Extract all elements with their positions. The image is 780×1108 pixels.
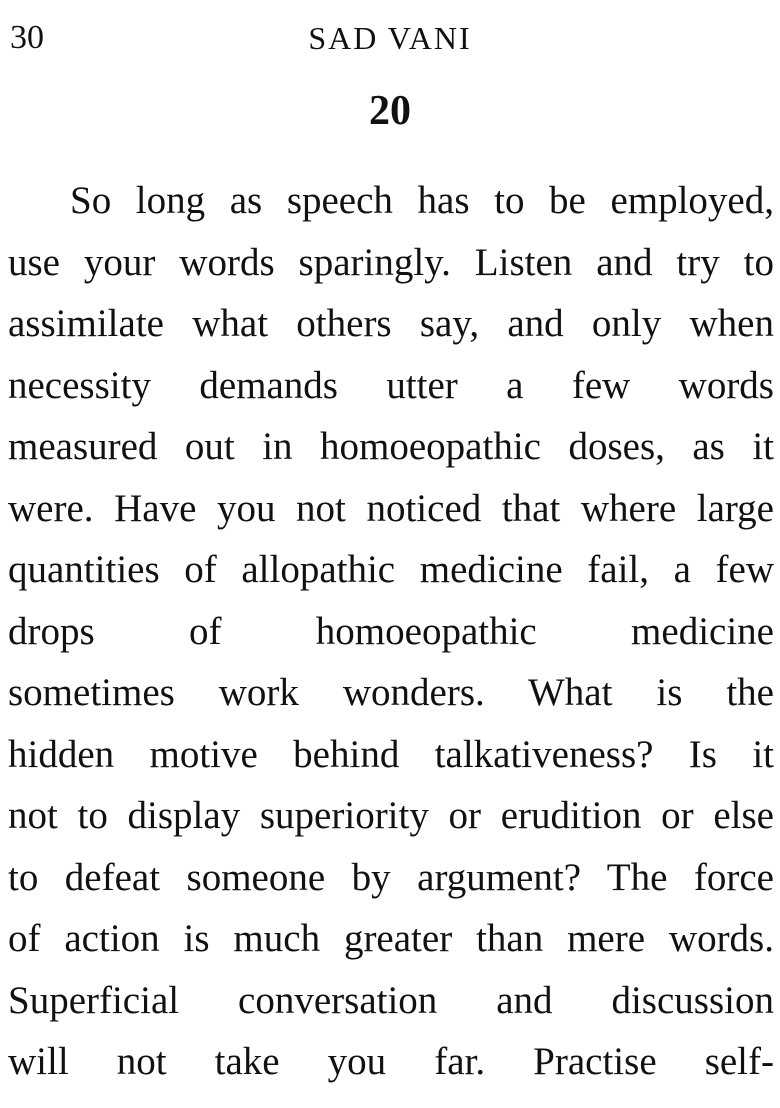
paragraph-line: were. Have you not noticed that where large (8, 486, 774, 530)
paragraph-line: hidden motive behind talkativeness? Is it (8, 732, 774, 776)
page-number: 30 (10, 19, 44, 56)
paragraph-line: measured out in homoeopathic doses, as it (8, 425, 774, 468)
paragraph-line: to defeat someone by argument? The force (8, 855, 774, 899)
paragraph-line: assimilate what others say, and only when (8, 302, 774, 345)
paragraph-line: So long as speech has to be employed, (70, 179, 774, 222)
body-paragraph (8, 170, 774, 1093)
paragraph-line: will not take you far. Practise self- (8, 1040, 774, 1083)
paragraph-line: not to display superiority or erudition or else (8, 794, 774, 837)
section-number: 20 (369, 88, 411, 134)
running-head: SAD VANI (308, 20, 472, 56)
paragraph-line: sometimes work wonders. What is the (8, 671, 774, 714)
paragraph-line: Superficial conversation and discussion (8, 978, 774, 1022)
paragraph-line: of action is much greater than mere words. (8, 917, 774, 960)
paragraph-line: use your words sparingly. Listen and try to (8, 240, 774, 284)
paragraph-line: quantities of allopathic medicine fail, a few (8, 548, 774, 591)
paragraph-line: necessity demands utter a few words (8, 363, 774, 407)
paragraph-line: drops of homoeopathic medicine (8, 609, 774, 653)
